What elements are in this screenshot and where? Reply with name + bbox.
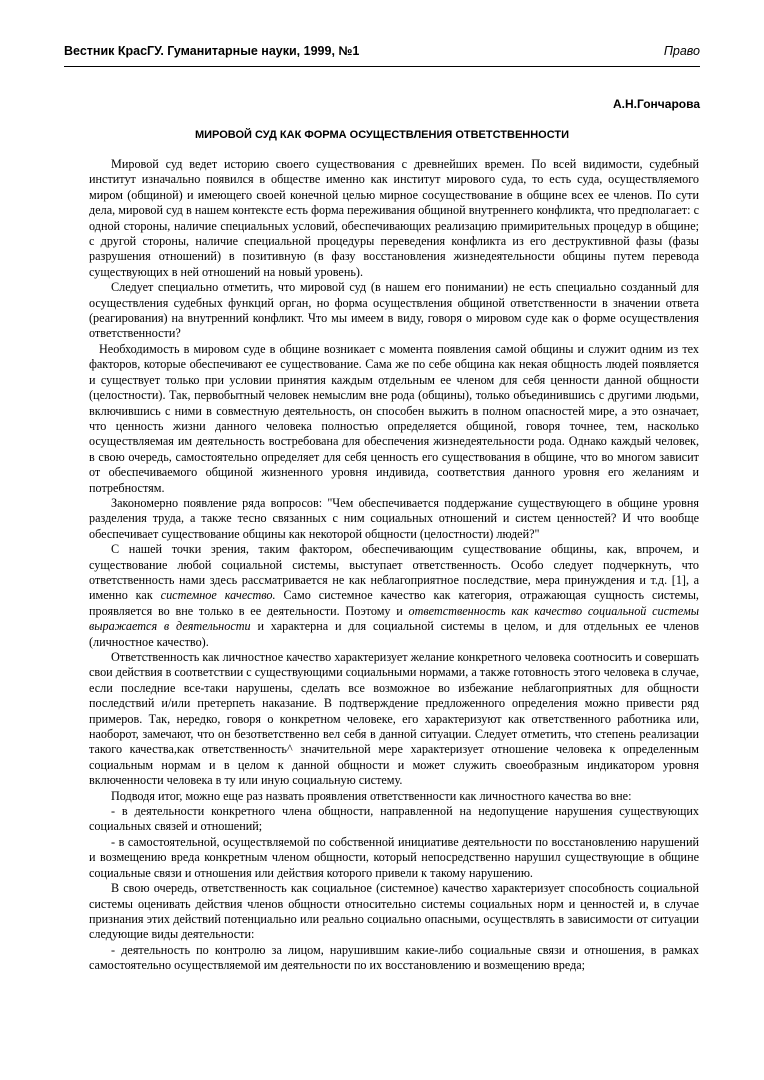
paragraph: Следует специально отметить, что мировой суд (в нашем его понимании) не есть специально созданный для осуществления судебных функций орган, но форма осуществления общиной ответственности в значении ответа (реагирования) на внутренний конфликт. Что мы имеем в виду, говоря о мировом суде как о форме осуществления ответственности? [89,280,699,341]
paragraph: Мировой суд ведет историю своего существования с древнейших времен. По всей видимости, судебный институт изначально появился в обществе именно как институт мирового суда, то есть суда, осуществляемого миром (общиной) и имеющего своей конечной целью мирное сосуществование в общине всех ее членов. По сути дела, мировой суд в нашем контексте есть форма переживания общиной внутреннего конфликта, что предполагает: с одной стороны, наличие специальных условий, обеспечивающих реализацию примирительных процедур в общине; с другой стороны, наличие специальной процедуры переведения конфликта из его деструктивной фазы (фазы разрушения отношений) в позитивную (в фазу восстановления жизнедеятельности общины путем перевода существующих в ней отношений на новый уровень). [89,157,699,279]
text-run: Само системное качество как категория, отражающая сущность системы, проявляется во вне только в ее деятельности. Поэтому и [89,588,699,618]
section-name: Право [663,44,700,58]
list-item: - в деятельности конкретного члена общности, направленной на недопущение нарушения существующих социальных связей и отношений; [89,804,699,834]
paragraph: Подводя итог, можно еще раз назвать проявления ответственности как личностного качества во вне: [111,788,632,803]
paragraph: Ответственность как личностное качество характеризует желание конкретного человека соотносить и совершать свои действия в соответствии с существующими социальными нормами, а также готовность этого человека в случае, если последние все-таки нарушены, сделать все возможное во избежание неблагоприятных для общности последствий и/или претерпеть наказание. В подтверждение предложенного определения можно привести ряд примеров. Так, нередко, говоря о конкретном человеке, его характеризуют как ответственного работника или, наоборот, замечают, что он безответственно вел себя в данной ситуации. Следует отметить, что степень реализации такого качества,как ответственность^ значительной мере характеризует отношение человека к определенным социальным нормам и в целом к данной общности и может служить своеобразным индикатором уровня включенности человека в ту или иную социальную систему. [89,650,699,788]
header-rule [64,66,700,67]
article-title: МИРОВОЙ СУД КАК ФОРМА ОСУЩЕСТВЛЕНИЯ ОТВЕТСТВЕННОСТИ [194,129,570,141]
running-header [64,44,700,62]
list-item: - деятельность по контролю за лицом, нарушившим какие-либо социальные связи и отношения, в рамках самостоятельно осуществляемой им деятельности по их восстановлению и возмещению вреда; [89,942,699,973]
paragraph: В свою очередь, ответственность как социальное (системное) качество характеризует способность социальной системы оценивать действия членов общности относительно системы социальных норм и ценностей и, в случае признания этих действий потенциально или реально социально опасными, осуществлять в зависимости от ситуации следующие виды деятельности: [89,881,699,942]
paragraph: Закономерно появление ряда вопросов: "Чем обеспечивается поддержание существующего в общине уровня разделения труда, а также тесно связанных с ним социальных отношений и систем ценностей? И что вообще обеспечивает существование общины как некоторой общности (целостности) людей?" [89,495,699,541]
paragraph: Необходимость в мировом суде в общине возникает с момента появления самой общины и служит одним из тех факторов, которые обеспечивают ее существование. Сама же по себе община как некая общность людей появляется и существует только при условии принятия каждым отдельным ее членом для себя ценности данной общности (целостности). Так, первобытный человек немыслим вне рода (общины), только объединившись с другими людьми, включившись с ними в совместную деятельность, он способен выжить в полном опасностей мире, а это означает, что ценность жизни данного человека полностью определяется общиной, говоря точнее, тем, насколько осуществляемая им деятельность востребована для обеспечения жизнедеятельности рода. Однако каждый человек, в свою очередь, самостоятельно определяет для себя ценность его существования в общине, что во многом зависит от обеспечиваемого общиной жизненного уровня индивида, соответствия данного уровня его желаниям и потребностям. [89,341,699,495]
text-run: и характерна и для социальной системы в целом, и для отдельных ее членов (личностное качество). [89,619,699,649]
emphasis-text: ответственность как качество социальной системы выражается в деятельности [89,603,699,634]
emphasis-text: системное качество. [160,588,276,603]
text-run: С нашей точки зрения, таким фактором, обеспечивающим существование общины, как, впрочем, и существование любой социальной системы, выступает ответственность. Особо следует подчеркнуть, что ответственность нами здесь рассматривается не как неблагоприятное последствие, мера принуждения и т.д. [1], а именно как [89,542,699,603]
article-body [89,157,699,974]
journal-title: Вестник КрасГУ. Гуманитарные науки, 1999, №1 [64,44,360,58]
paragraph [89,542,699,650]
author-name: А.Н.Гончарова [613,97,700,111]
list-item: - в самостоятельной, осуществляемой по собственной инициативе деятельности по восстановлению нарушений и возмещению вреда конкретным членом общности, который непосредственно нарушил существующие в общине социальные связи и отношения или действия которого привели к такому нарушению. [89,834,699,880]
